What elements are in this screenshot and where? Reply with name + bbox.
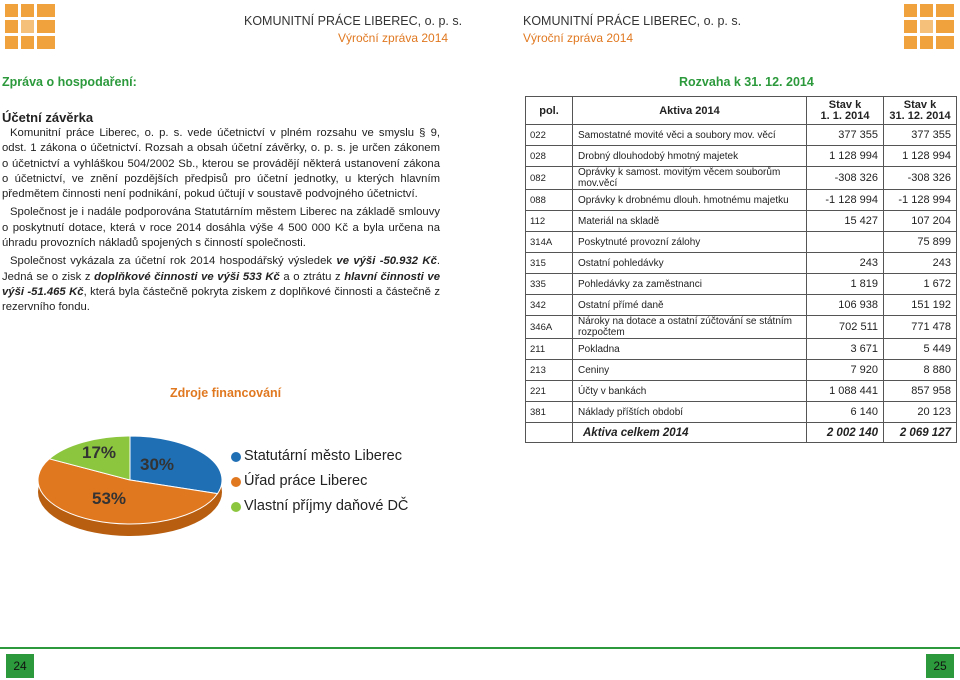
row-value-end: 151 192 — [884, 295, 957, 316]
table-row — [526, 190, 957, 211]
row-name: Účty v bankách — [573, 381, 807, 402]
row-name: Náklady příštích období — [573, 402, 807, 423]
paragraph-3: Společnost vykázala za účetní rok 2014 hospodářský výsledek ve výši -50.932 Kč. Jedná se o zisk z doplňkové činnosti ve výši 533 Kč a o ztrátu z hlavní činnosti ve výši -51.465 Kč, která byla částečně pokryta ziskem z doplňkové činnosti a částečně z rezervního fondu. — [2, 255, 440, 314]
total-v2: 2 069 127 — [884, 423, 957, 443]
row-name: Ostatní přímé daně — [573, 295, 807, 316]
total-code — [526, 423, 573, 443]
row-name: Oprávky k drobnému dlouh. hmotnému majetku — [573, 190, 807, 211]
pie-label-17: 17% — [82, 443, 117, 462]
row-value-start: 1 088 441 — [807, 381, 884, 402]
row-value-end: -308 326 — [884, 167, 957, 190]
legend-dot-blue — [231, 452, 241, 462]
row-value-start: 1 128 994 — [807, 146, 884, 167]
row-value-start: 1 819 — [807, 274, 884, 295]
row-value-end: -1 128 994 — [884, 190, 957, 211]
legend-item-vlastni: Vlastní příjmy daňové DČ — [232, 498, 408, 514]
row-name: Nároky na dotace a ostatní zúčtování se státním rozpočtem — [573, 316, 807, 339]
row-name: Samostatné movité věci a soubory mov. věcí — [573, 125, 807, 146]
left-text-block — [2, 126, 440, 319]
row-code: 213 — [526, 360, 573, 381]
row-value-start: -308 326 — [807, 167, 884, 190]
legend-dot-lime — [231, 502, 241, 512]
pie-label-30: 30% — [140, 455, 175, 474]
row-code: 088 — [526, 190, 573, 211]
row-name: Ostatní pohledávky — [573, 253, 807, 274]
row-code: 221 — [526, 381, 573, 402]
paragraph-2: Společnost je i nadále podporována Statutárním městem Liberec na základě smlouvy o poskytnutí dotace, která v roce 2014 dosáhla výše 4 500 000 Kč a byla určena na úhradu provozních nákladů spojených s činností společnosti. — [2, 206, 440, 250]
table-row — [526, 381, 957, 402]
row-value-end: 8 880 — [884, 360, 957, 381]
rozvaha-title: Rozvaha k 31. 12. 2014 — [679, 75, 814, 89]
row-value-end: 771 478 — [884, 316, 957, 339]
table-row — [526, 402, 957, 423]
row-value-end: 107 204 — [884, 211, 957, 232]
row-name: Pohledávky za zaměstnanci — [573, 274, 807, 295]
row-value-start: 243 — [807, 253, 884, 274]
page-number-right: 25 — [926, 654, 954, 678]
legend-dot-orange — [231, 477, 241, 487]
row-code: 082 — [526, 167, 573, 190]
pie-chart — [30, 420, 230, 550]
footer-divider — [0, 647, 960, 649]
table-row — [526, 295, 957, 316]
row-value-end: 857 958 — [884, 381, 957, 402]
row-value-start: 3 671 — [807, 339, 884, 360]
table-row — [526, 125, 957, 146]
table-row — [526, 316, 957, 339]
table-row — [526, 167, 957, 190]
table-row — [526, 274, 957, 295]
total-v1: 2 002 140 — [807, 423, 884, 443]
paragraph-1: Komunitní práce Liberec, o. p. s. vede účetnictví v plném rozsahu ve smyslu § 9, odst. 1 zákona o účetnictví. Rozsah a obsah účetní závěrky, o. p. s. je určen zákonem o účetnictví a vyhláškou 504/2002 Sb., kterou se provádějí některá ustanovení zákona o účetnictví, ve znění pozdějších předpisů pro účetní jednotky, u kterých hlavním předmětem činnosti není podnikání, pokud účtují v soustavě podvojného účetnictví. — [2, 127, 440, 201]
pie-label-53: 53% — [92, 489, 127, 508]
row-value-start: 702 511 — [807, 316, 884, 339]
row-value-end: 5 449 — [884, 339, 957, 360]
row-value-start: 7 920 — [807, 360, 884, 381]
row-code: 342 — [526, 295, 573, 316]
section-title-hospodareni: Zpráva o hospodaření: — [2, 75, 137, 89]
row-value-end: 377 355 — [884, 125, 957, 146]
row-name: Oprávky k samost. movitým věcem souborům mov.věcí — [573, 167, 807, 190]
row-value-start: 6 140 — [807, 402, 884, 423]
col-pol: pol. — [526, 97, 573, 125]
page-number-left: 24 — [6, 654, 34, 678]
balance-table — [525, 96, 957, 443]
row-code: 112 — [526, 211, 573, 232]
table-row — [526, 232, 957, 253]
row-code: 381 — [526, 402, 573, 423]
balance-total-row — [526, 423, 957, 443]
col-stav-end: Stav k 31. 12. 2014 — [884, 97, 957, 125]
header-subtitle-left: Výroční zpráva 2014 — [338, 31, 449, 45]
legend-item-mesto: Statutární město Liberec — [232, 448, 402, 464]
balance-header-row — [526, 97, 957, 125]
logo-right — [904, 4, 956, 56]
row-code: 315 — [526, 253, 573, 274]
logo-left — [5, 4, 57, 56]
row-value-end: 75 899 — [884, 232, 957, 253]
row-name: Poskytnuté provozní zálohy — [573, 232, 807, 253]
row-code: 022 — [526, 125, 573, 146]
total-label: Aktiva celkem 2014 — [573, 423, 807, 443]
pie-title: Zdroje financování — [170, 386, 282, 400]
row-value-start: 15 427 — [807, 211, 884, 232]
row-name: Ceniny — [573, 360, 807, 381]
row-name: Drobný dlouhodobý hmotný majetek — [573, 146, 807, 167]
col-aktiva: Aktiva 2014 — [573, 97, 807, 125]
row-name: Pokladna — [573, 339, 807, 360]
table-row — [526, 253, 957, 274]
table-row — [526, 339, 957, 360]
row-value-end: 1 128 994 — [884, 146, 957, 167]
row-value-start: 106 938 — [807, 295, 884, 316]
col-stav-start: Stav k 1. 1. 2014 — [807, 97, 884, 125]
row-code: 314A — [526, 232, 573, 253]
row-value-end: 20 123 — [884, 402, 957, 423]
row-code: 346A — [526, 316, 573, 339]
row-value-end: 243 — [884, 253, 957, 274]
header-org-right: KOMUNITNÍ PRÁCE LIBEREC, o. p. s. — [523, 14, 742, 28]
subhead-ucetni-zaverka: Účetní závěrka — [2, 110, 94, 125]
header-subtitle-right: Výroční zpráva 2014 — [523, 31, 634, 45]
row-code: 335 — [526, 274, 573, 295]
table-row — [526, 146, 957, 167]
row-value-end: 1 672 — [884, 274, 957, 295]
table-row — [526, 211, 957, 232]
row-name: Materiál na skladě — [573, 211, 807, 232]
row-value-start: -1 128 994 — [807, 190, 884, 211]
legend-item-urad-prace: Úřad práce Liberec — [232, 473, 367, 489]
header-org-left: KOMUNITNÍ PRÁCE LIBEREC, o. p. s. — [244, 14, 463, 28]
row-value-start — [807, 232, 884, 253]
table-row — [526, 360, 957, 381]
row-code: 211 — [526, 339, 573, 360]
row-value-start: 377 355 — [807, 125, 884, 146]
row-code: 028 — [526, 146, 573, 167]
